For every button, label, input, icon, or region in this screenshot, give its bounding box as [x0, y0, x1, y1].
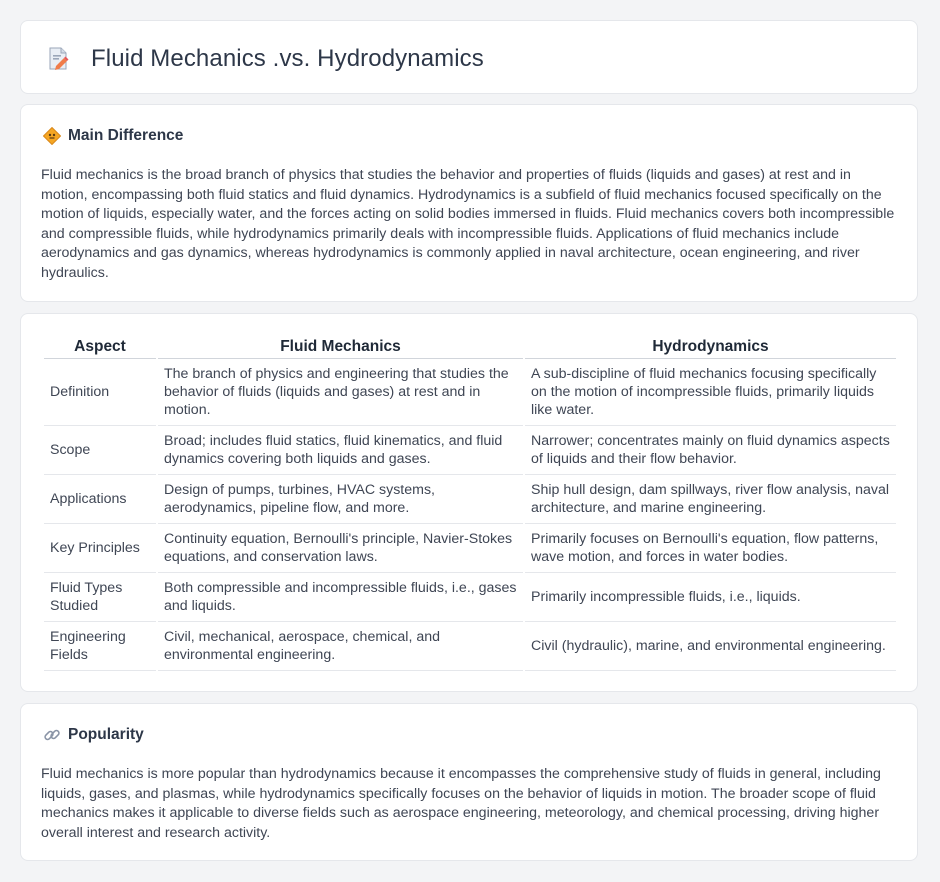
row-fluid-mechanics: Broad; includes fluid statics, fluid kinematics, and fluid dynamics covering both liquids and gases.: [158, 426, 523, 475]
row-hydrodynamics: Narrower; concentrates mainly on fluid dynamics aspects of liquids and their flow behavior.: [525, 426, 896, 475]
main-difference-card: [20, 104, 918, 302]
title-card: [20, 20, 918, 94]
main-difference-header: [43, 127, 183, 145]
row-aspect: Key Principles: [44, 524, 156, 573]
row-aspect: Definition: [44, 359, 156, 426]
document-pencil-icon: [47, 47, 69, 71]
table-row: [44, 475, 896, 524]
page-title: Fluid Mechanics .vs. Hydrodynamics: [91, 45, 484, 72]
main-difference-heading: Main Difference: [68, 127, 184, 144]
row-fluid-mechanics: Civil, mechanical, aerospace, chemical, and environmental engineering.: [158, 622, 523, 671]
row-aspect: Scope: [44, 426, 156, 475]
popularity-header: [43, 726, 144, 744]
column-header-aspect: Aspect: [44, 336, 156, 359]
row-fluid-mechanics: The branch of physics and engineering that studies the behavior of fluids (liquids and gases) at rest and in motion.: [158, 359, 523, 426]
column-header-fluid-mechanics: Fluid Mechanics: [158, 336, 523, 359]
popularity-card: [20, 703, 918, 861]
main-difference-text: Fluid mechanics is the broad branch of physics that studies the behavior and properties of fluids (liquids and gases) at rest and in motion, encompassing both fluid statics and fluid dynamics. Hydrodynamics is a subfield of fluid mechanics focused specifically on the motion of liquids, especially water, and the forces acting on solid bodies immersed in fluids. Fluid mechanics covers both incompressible and compressible fluids, while hydrodynamics primarily deals with incompressible fluids. Applications of fluid mechanics include aerodynamics and gas dynamics, whereas hydrodynamics is commonly applied in naval architecture, ocean engineering, and river hydraulics.: [41, 167, 895, 281]
row-hydrodynamics: A sub-discipline of fluid mechanics focusing specifically on the motion of incompressible fluids, primarily liquids like water.: [525, 359, 896, 426]
table-row: [44, 573, 896, 622]
table-row: [44, 359, 896, 426]
row-hydrodynamics: Primarily incompressible fluids, i.e., liquids.: [525, 573, 896, 622]
table-row: [44, 426, 896, 475]
title-row: [47, 45, 484, 73]
popularity-heading: Popularity: [68, 726, 144, 743]
row-fluid-mechanics: Both compressible and incompressible fluids, i.e., gases and liquids.: [158, 573, 523, 622]
comparison-table: [42, 336, 898, 671]
row-hydrodynamics: Ship hull design, dam spillways, river flow analysis, naval architecture, and marine engineering.: [525, 475, 896, 524]
row-aspect: Engineering Fields: [44, 622, 156, 671]
table-row: [44, 622, 896, 671]
row-aspect: Fluid Types Studied: [44, 573, 156, 622]
table-header-row: [44, 336, 896, 359]
table-row: [44, 524, 896, 573]
row-hydrodynamics: Primarily focuses on Bernoulli's equation, flow patterns, wave motion, and forces in water bodies.: [525, 524, 896, 573]
diamond-sign-icon: [43, 127, 61, 145]
popularity-text: Fluid mechanics is more popular than hydrodynamics because it encompasses the comprehensive study of fluids in general, including liquids, gases, and plasmas, while hydrodynamics specifically focuses on the behavior of liquids in motion. The broader scope of fluid mechanics makes it applicable to diverse fields such as aerospace engineering, meteorology, and chemical processing, driving higher overall interest and research activity.: [41, 766, 881, 841]
row-fluid-mechanics: Continuity equation, Bernoulli's principle, Navier-Stokes equations, and conservation laws.: [158, 524, 523, 573]
row-hydrodynamics: Civil (hydraulic), marine, and environmental engineering.: [525, 622, 896, 671]
row-fluid-mechanics: Design of pumps, turbines, HVAC systems, aerodynamics, pipeline flow, and more.: [158, 475, 523, 524]
link-icon: [43, 726, 61, 744]
comparison-table-card: [20, 313, 918, 692]
column-header-hydrodynamics: Hydrodynamics: [525, 336, 896, 359]
row-aspect: Applications: [44, 475, 156, 524]
